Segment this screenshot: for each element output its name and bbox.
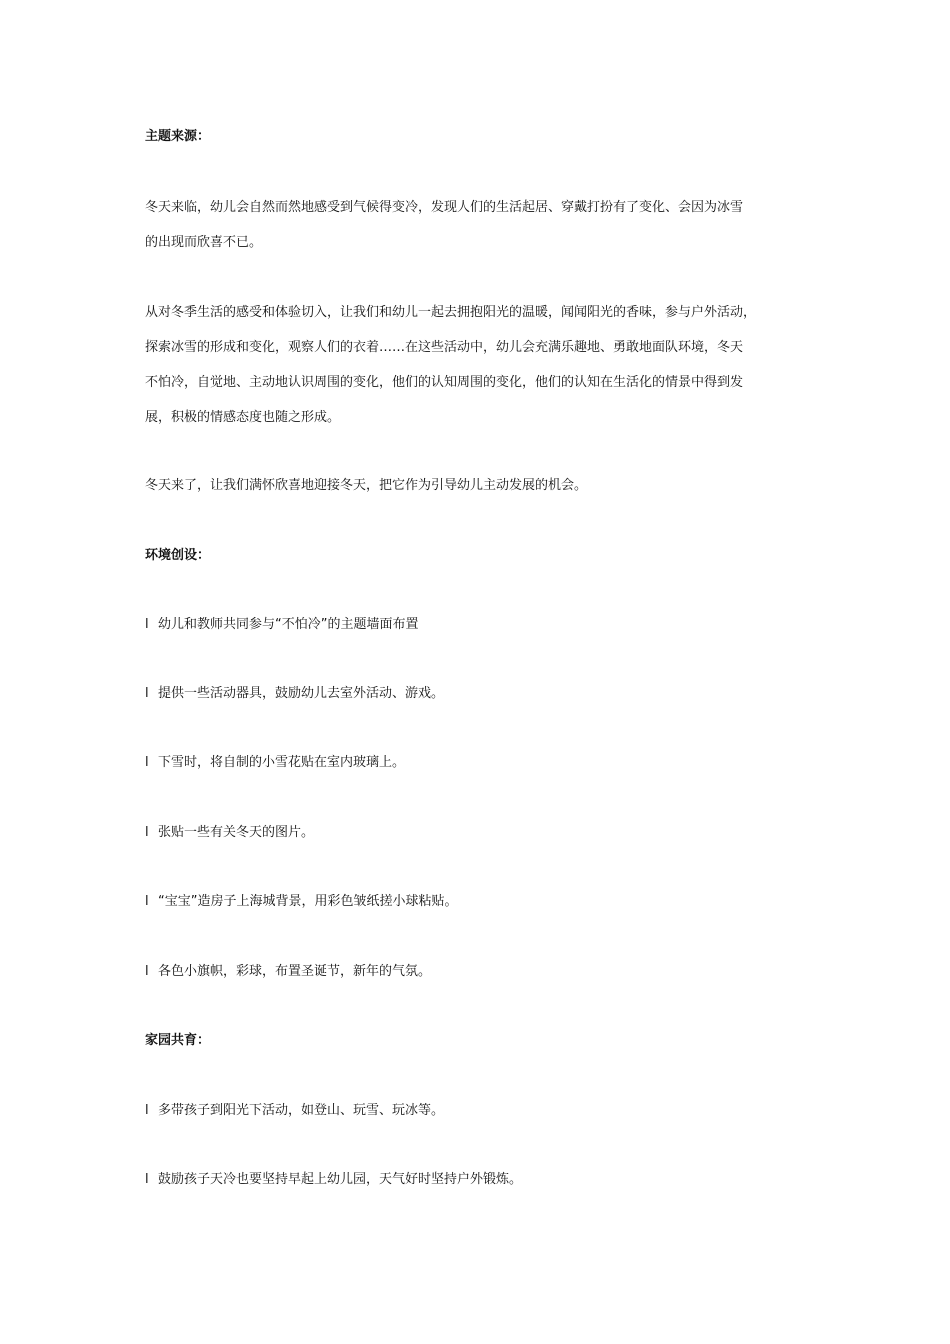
- heading-home-cooperation: 家园共育：: [145, 1033, 211, 1048]
- list-item-text: 幼儿和教师共同参与“不怕冷”的主题墙面布置: [158, 617, 419, 632]
- paragraph-line: 冬天来了，让我们满怀欣喜地迎接冬天，把它作为引导幼儿主动发展的机会。: [145, 478, 588, 493]
- list-item: [145, 685, 444, 703]
- heading-environment: 环境创设：: [145, 548, 211, 563]
- bullet-mark: l: [145, 964, 149, 979]
- bullet-mark: l: [145, 617, 149, 632]
- paragraph-line: 展，积极的情感态度也随之形成。: [145, 410, 341, 425]
- list-item-text: 下雪时，将自制的小雪花贴在室内玻璃上。: [158, 755, 406, 770]
- bullet-mark: l: [145, 686, 149, 701]
- list-item-text: 鼓励孩子天冷也要坚持早起上幼儿园，天气好时坚持户外锻炼。: [158, 1172, 523, 1187]
- list-item-text: 多带孩子到阳光下活动，如登山、玩雪、玩冰等。: [158, 1103, 445, 1118]
- paragraph-conclusion: [145, 468, 825, 503]
- paragraph-line: 的出现而欣喜不已。: [145, 235, 263, 250]
- list-item: [145, 893, 457, 911]
- list-item-text: 各色小旗帜，彩球，布置圣诞节，新年的气氛。: [158, 964, 432, 979]
- list-item: [145, 1171, 522, 1189]
- bullet-mark: l: [145, 1172, 149, 1187]
- list-item: [145, 963, 431, 981]
- bullet-mark: l: [145, 825, 149, 840]
- bullet-mark: l: [145, 1103, 149, 1118]
- list-item: [145, 1102, 444, 1120]
- list-item: [145, 754, 405, 772]
- paragraph-line: 探索冰雪的形成和变化，观察人们的衣着……在这些活动中，幼儿会充满乐趣地、勇敢地面队环境，冬天: [145, 340, 744, 355]
- heading-theme-source: 主题来源：: [145, 129, 211, 144]
- list-item: [145, 824, 314, 842]
- list-item-text: 提供一些活动器具，鼓励幼儿去室外活动、游戏。: [158, 686, 445, 701]
- paragraph-line: 从对冬季生活的感受和体验切入，让我们和幼儿一起去拥抱阳光的温暖，闻闻阳光的香味，参与户外活动，: [145, 305, 757, 320]
- bullet-mark: l: [145, 894, 149, 909]
- paragraph-approach: [145, 295, 825, 435]
- list-item-text: “宝宝”造房子上海城背景，用彩色皱纸搓小球粘贴。: [158, 894, 458, 909]
- paragraph-line: 冬天来临，幼儿会自然而然地感受到气候得变冷，发现人们的生活起居、穿戴打扮有了变化、会因为冰雪: [145, 200, 744, 215]
- paragraph-line: 不怕冷，自觉地、主动地认识周围的变化，他们的认知周围的变化，他们的认知在生活化的情景中得到发: [145, 375, 744, 390]
- list-item-text: 张贴一些有关冬天的图片。: [158, 825, 315, 840]
- paragraph-intro: [145, 190, 825, 260]
- list-item: [145, 616, 418, 634]
- bullet-mark: l: [145, 755, 149, 770]
